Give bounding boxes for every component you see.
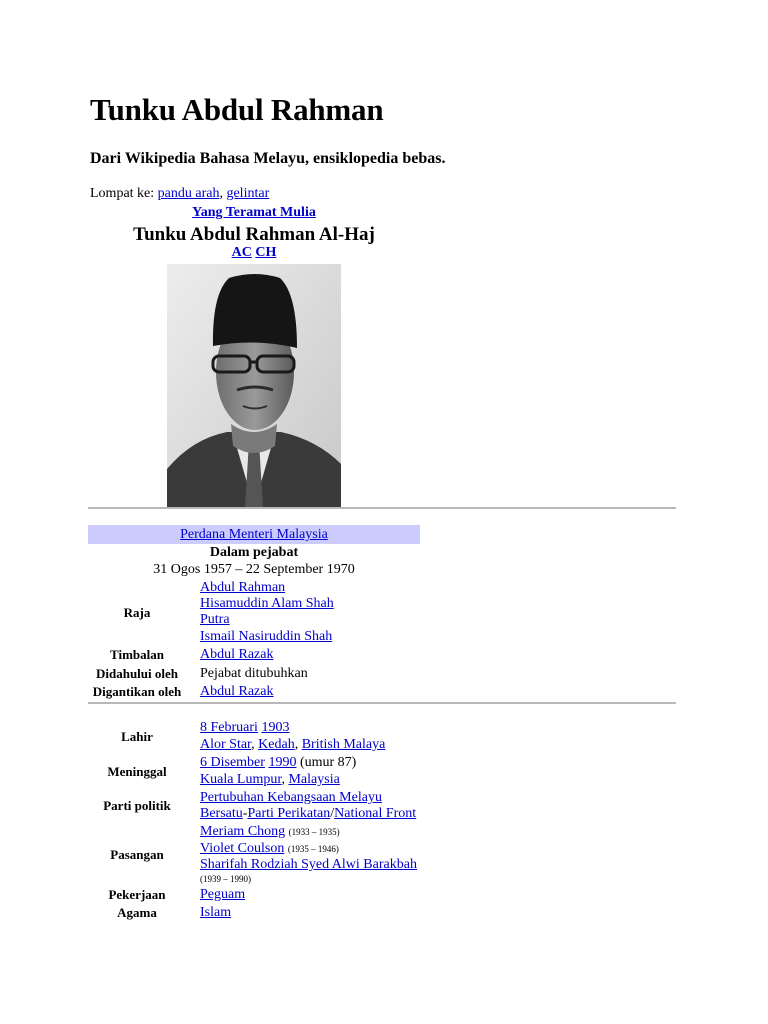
infobox-divider-2	[88, 702, 676, 704]
born-place-sep-1: ,	[251, 737, 255, 752]
postnominal-ac-link[interactable]: AC	[231, 245, 252, 260]
spouse-label: Pasangan	[110, 847, 164, 862]
preceded-value: Pejabat ditubuhkan	[200, 666, 308, 681]
spouse-3-years: (1939 – 1990)	[200, 874, 251, 884]
term-dates: 31 Ogos 1957 – 22 September 1970	[153, 562, 355, 577]
occupation-label: Pekerjaan	[108, 887, 166, 902]
occupation-link[interactable]: Peguam	[200, 887, 246, 902]
office-link[interactable]: Perdana Menteri Malaysia	[180, 527, 328, 542]
party-label: Parti politik	[103, 798, 171, 813]
in-office-label: Dalam pejabat	[209, 545, 299, 560]
deputy-label: Timbalan	[110, 647, 164, 662]
religion-link[interactable]: Islam	[200, 905, 232, 920]
spouse-2	[200, 841, 339, 857]
born-place	[200, 737, 385, 753]
born-place-kedah-link[interactable]: Kedah	[258, 737, 295, 752]
party-perikatan-link[interactable]: Parti Perikatan	[247, 806, 331, 821]
spouse-3-link[interactable]: Sharifah Rodziah Syed Alwi Barakbah	[200, 857, 417, 872]
preceded-label: Didahului oleh	[95, 666, 178, 681]
died-label: Meninggal	[107, 764, 167, 779]
raja-link-3[interactable]: Putra	[200, 612, 230, 627]
died-place-kuala-lumpur-link[interactable]: Kuala Lumpur	[200, 772, 282, 787]
born-date-link[interactable]: 8 Februari	[200, 720, 258, 735]
died-place	[200, 772, 340, 788]
deputy-link[interactable]: Abdul Razak	[200, 647, 274, 662]
born-place-sep-2: ,	[294, 737, 299, 752]
office-header	[88, 525, 420, 544]
born-label: Lahir	[121, 729, 153, 744]
died-year-link[interactable]: 1990	[268, 755, 297, 770]
portrait-photo[interactable]	[167, 264, 341, 507]
party-dash: -	[242, 806, 248, 821]
party-slash: /	[330, 806, 335, 821]
religion-label: Agama	[117, 905, 157, 920]
spouse-1-years: (1933 – 1935)	[288, 827, 340, 837]
jump-navigation-link[interactable]: pandu arah	[157, 186, 220, 201]
born-place-british-malaya-link[interactable]: British Malaya	[301, 737, 386, 752]
party-umno-link[interactable]: Pertubuhan Kebangsaan Melayu	[200, 790, 382, 805]
party-national-front-link[interactable]: National Front	[334, 806, 417, 821]
born-year-link[interactable]: 1903	[261, 720, 290, 735]
party-coalitions	[200, 806, 416, 822]
page-title: Tunku Abdul Rahman	[90, 92, 384, 127]
spouse-2-years: (1935 – 1946)	[287, 844, 339, 854]
died-place-sep: ,	[281, 772, 285, 787]
postnominal-ch-link[interactable]: CH	[255, 245, 277, 260]
spouse-1	[200, 824, 340, 840]
raja-link-2[interactable]: Hisamuddin Alam Shah	[200, 596, 334, 611]
jump-search-link[interactable]: gelintar	[226, 186, 270, 201]
born-date	[200, 720, 289, 736]
died-date-link[interactable]: 6 Disember	[200, 755, 265, 770]
party-bersatu-link[interactable]: Bersatu	[200, 806, 243, 821]
postnominals	[88, 245, 420, 261]
infobox-name: Tunku Abdul Rahman Al-Haj	[133, 224, 375, 245]
portrait-image	[167, 264, 341, 507]
honorific-link[interactable]: Yang Teramat Mulia	[192, 205, 316, 220]
raja-label: Raja	[123, 605, 151, 620]
succeeded-link[interactable]: Abdul Razak	[200, 684, 274, 699]
spouse-2-link[interactable]: Violet Coulson	[200, 841, 285, 856]
infobox-honorific	[88, 205, 420, 221]
spouse-1-link[interactable]: Meriam Chong	[200, 824, 286, 839]
raja-link-4[interactable]: Ismail Nasiruddin Shah	[200, 629, 333, 644]
born-place-alor-star-link[interactable]: Alor Star	[200, 737, 252, 752]
page-subtitle: Dari Wikipedia Bahasa Melayu, ensiklopedia bebas.	[90, 150, 446, 167]
jump-separator: ,	[219, 186, 223, 201]
infobox-divider-1	[88, 507, 676, 509]
raja-link-1[interactable]: Abdul Rahman	[200, 580, 286, 595]
jump-links	[90, 186, 269, 202]
died-place-malaysia-link[interactable]: Malaysia	[288, 772, 340, 787]
died-date	[200, 755, 356, 771]
died-age: (umur 87)	[299, 755, 357, 770]
jump-prefix: Lompat ke:	[90, 186, 155, 201]
succeeded-label: Digantikan oleh	[92, 684, 182, 699]
